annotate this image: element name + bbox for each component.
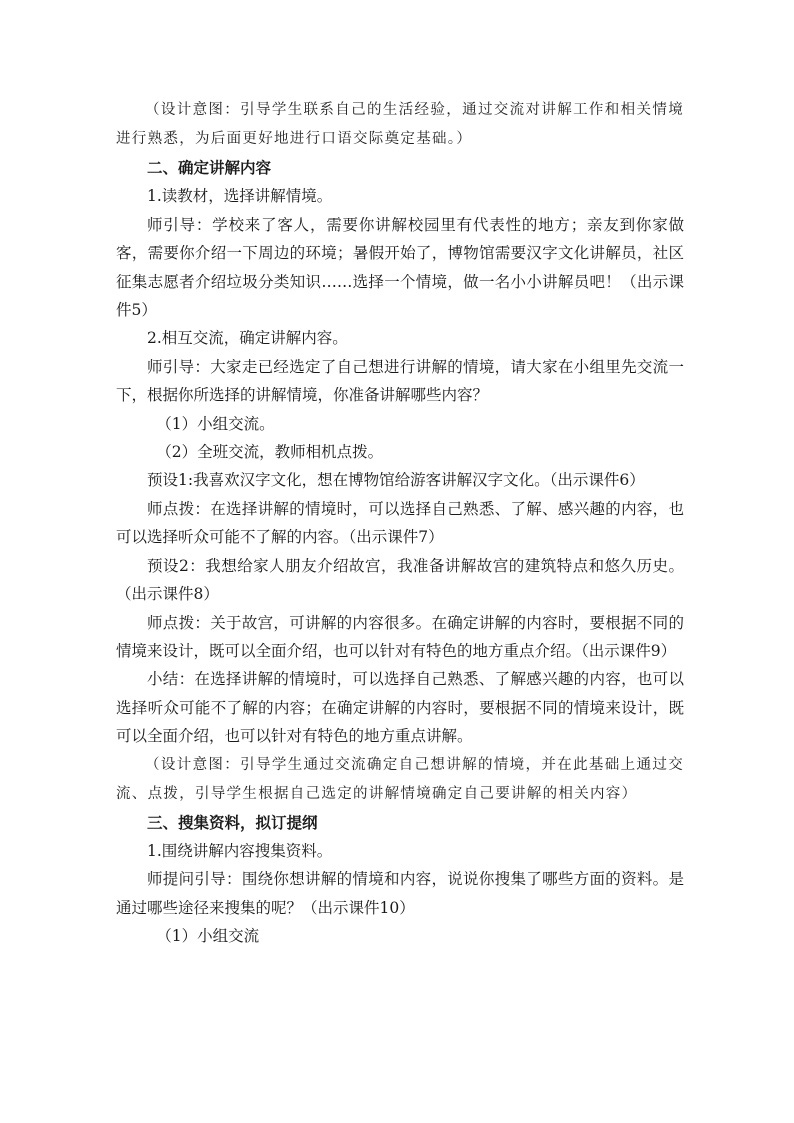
design-intent-note: （设计意图：引导学生联系自己的生活经验，通过交流对讲解工作和相关情境进行熟悉，为后面更好地进行口语交际奠定基础。） bbox=[116, 102, 684, 147]
sub-step-paragraph: （1）小组交流 bbox=[156, 927, 260, 946]
sub-step-paragraph: （2）全班交流，教师相机点拨。 bbox=[156, 443, 384, 462]
section-heading: 三、搜集资料，拟订提纲 bbox=[147, 813, 318, 832]
teacher-guidance-paragraph: 师引导：学校来了客人，需要你讲解校园里有代表性的地方；亲友到你家做客，需要你介绍一下周边的环境；暑假开始了，博物馆需要汉字文化讲解员，社区征集志愿者介绍垃圾分类知识……选择一个情境，做一名小小讲解员吧！（出示课件5） bbox=[116, 215, 684, 320]
sub-step-paragraph: （1）小组交流。 bbox=[156, 414, 275, 433]
section-heading: 二、确定讲解内容 bbox=[147, 159, 272, 177]
preset-paragraph: 预设1:我喜欢汉字文化，想在博物馆给游客讲解汉字文化。（出示课件6） bbox=[147, 471, 645, 490]
teacher-hint-paragraph: 师点拨：在选择讲解的情境时，可以选择自己熟悉、了解、感兴趣的内容，也可以选择听众可能不了解的内容。（出示课件7） bbox=[116, 499, 684, 547]
step-paragraph: 2.相互交流，确定讲解内容。 bbox=[147, 329, 348, 348]
teacher-question-paragraph: 师提问引导：围绕你想讲解的情境和内容，说说你搜集了哪些方面的资料。是通过哪些途径来搜集的呢？（出示课件10） bbox=[116, 870, 684, 917]
summary-paragraph: 小结：在选择讲解的情境时，可以选择自己熟悉、了解感兴趣的内容，也可以选择听众可能不了解的内容；在确定讲解的内容时，要根据不同的情境来设计，既可以全面介绍，也可以针对有特色的地方重点讲解。 bbox=[116, 670, 684, 746]
step-paragraph: 1.读教材，选择讲解情境。 bbox=[147, 187, 333, 206]
teacher-guidance-paragraph: 师引导：大家走已经选定了自己想进行讲解的情境，请大家在小组里先交流一下，根据你所选择的讲解情境，你准备讲解哪些内容？ bbox=[116, 357, 684, 405]
step-paragraph: 1.围绕讲解内容搜集资料。 bbox=[147, 841, 333, 860]
teacher-hint-paragraph: 师点拨：关于故宫，可讲解的内容很多。在确定讲解的内容时，要根据不同的情境来设计，既可以全面介绍，也可以针对有特色的地方重点介绍。（出示课件9） bbox=[116, 613, 684, 660]
design-intent-note: （设计意图：引导学生通过交流确定自己想讲解的情境，并在此基础上通过交流、点拨，引导学生根据自己选定的讲解情境确定自己要讲解的相关内容） bbox=[116, 756, 684, 802]
preset-paragraph: 预设2：我想给家人朋友介绍故宫，我准备讲解故宫的建筑特点和悠久历史。（出示课件8） bbox=[116, 556, 684, 604]
document-body bbox=[116, 96, 684, 951]
